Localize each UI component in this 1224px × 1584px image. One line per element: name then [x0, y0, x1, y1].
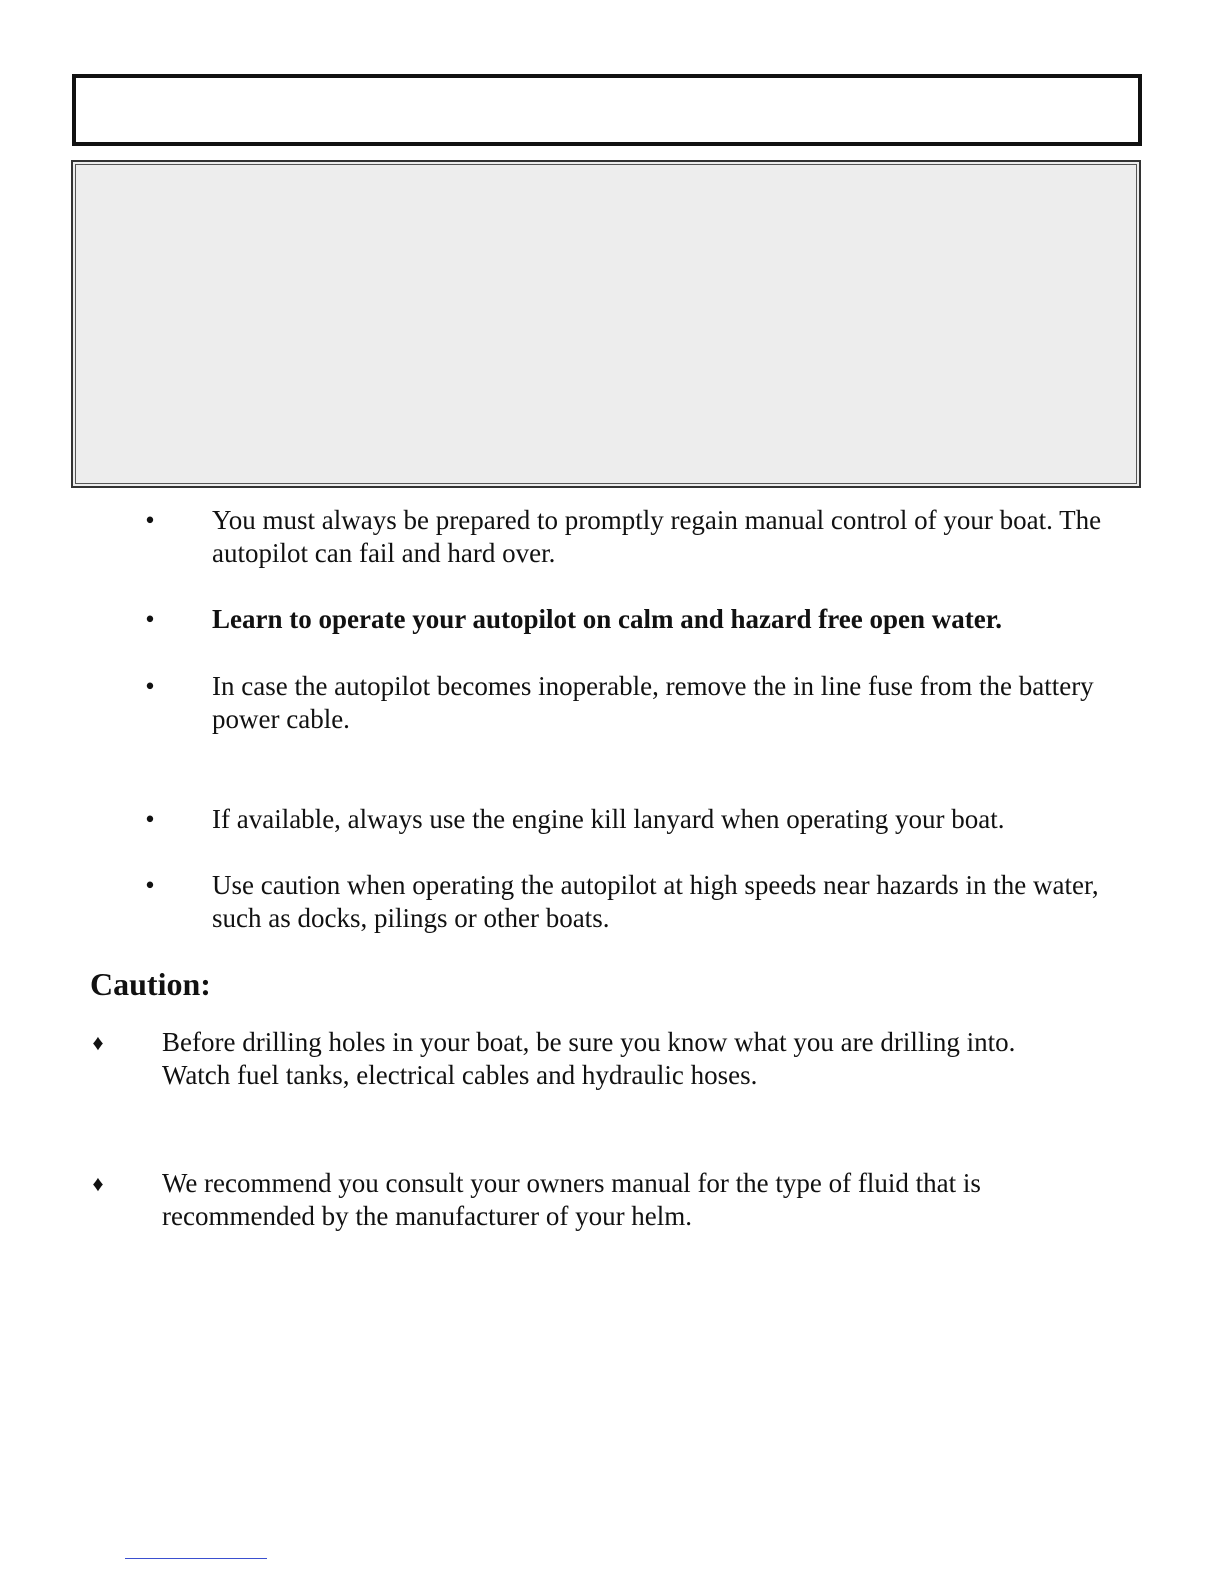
caution-item-text: Before drilling holes in your boat, be sure you know what you are drilling into. Watch fuel tanks, electrical cables and hydraulic hoses. [162, 1027, 1016, 1090]
bullet-icon: • [145, 505, 155, 535]
bullet-text: You must always be prepared to promptly regain manual control of your boat. The autopilot can fail and hard over. [212, 505, 1102, 568]
footer-rule [125, 1558, 267, 1559]
bullet-text: If available, always use the engine kill lanyard when operating your boat. [212, 804, 1005, 834]
bullet-text: Learn to operate your autopilot on calm and hazard free open water. [212, 604, 1002, 634]
title-box [72, 74, 1142, 146]
bullet-icon: • [145, 804, 155, 834]
bullet-icon: • [145, 671, 155, 701]
warning-box [71, 160, 1141, 488]
bullet-text: Use caution when operating the autopilot at high speeds near hazards in the water, such as docks, pilings or other boats. [212, 870, 1099, 933]
diamond-icon: ♦ [92, 1030, 104, 1055]
bullet-icon: • [145, 604, 155, 634]
caution-heading: Caution: [90, 966, 211, 1002]
diamond-icon: ♦ [92, 1171, 104, 1196]
caution-item-text: We recommend you consult your owners manual for the type of fluid that is recommended by the manufacturer of your helm. [162, 1168, 981, 1231]
bullet-text: In case the autopilot becomes inoperable, remove the in line fuse from the battery power cable. [212, 671, 1094, 734]
bullet-icon: • [145, 870, 155, 900]
